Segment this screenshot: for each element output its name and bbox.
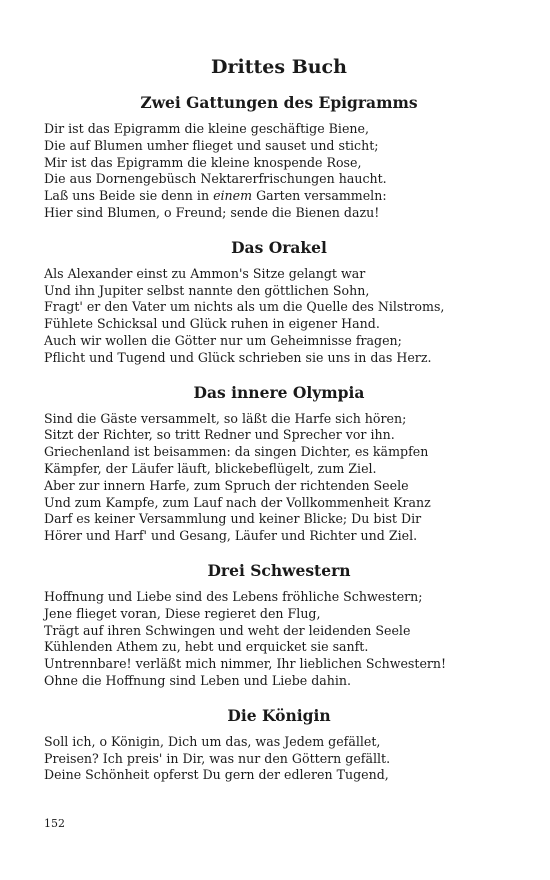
poem-line: Sind die Gäste versammelt, so läßt die Harfe sich hören; <box>44 410 407 426</box>
poem-line: Die aus Dornengebüsch Nektarerfrischungen haucht. <box>44 171 387 187</box>
poem-line: Hier sind Blumen, o Freund; sende die Bienen dazu! <box>44 204 380 220</box>
poem-line: Pflicht und Tugend und Glück schrieben sie uns in das Herz. <box>44 349 432 365</box>
poem-line: Sitzt der Richter, so tritt Redner und Sprecher vor ihn. <box>44 427 395 443</box>
book-title: Drittes Buch <box>211 56 347 78</box>
poem-line: Aber zur innern Harfe, zum Spruch der richtenden Seele <box>44 477 409 493</box>
poem-line: Ohne die Hoffnung sind Leben und Liebe dahin. <box>44 672 352 688</box>
poem-section <box>44 92 514 222</box>
poem-line: Kämpfer, der Läufer läuft, blickebeflügelt, zum Ziel. <box>44 460 377 476</box>
poem-line: Und zum Kampfe, zum Lauf nach der Vollkommenheit Kranz <box>44 494 431 510</box>
poem-line: Und ihn Jupiter selbst nannte den göttlichen Sohn, <box>44 282 370 298</box>
poem-title: Das Orakel <box>231 237 327 257</box>
poem-body <box>44 266 514 367</box>
emphasized-word: einem <box>213 188 253 204</box>
poem-title: Zwei Gattungen des Epigramms <box>140 93 418 112</box>
poem-line: Deine Schönheit opferst Du gern der edleren Tugend, <box>44 767 389 783</box>
poem-title: Drei Schwestern <box>207 560 351 580</box>
poem-line: Auch wir wollen die Götter nur um Geheimnisse fragen; <box>44 332 402 348</box>
line-text: Laß uns Beide sie denn in <box>44 188 214 204</box>
poem-section <box>44 237 514 367</box>
poem-line-with-emphasis <box>44 188 514 205</box>
poem-body <box>44 734 514 784</box>
poem-body <box>44 411 514 545</box>
poem-line: Dir ist das Epigramm die kleine geschäftige Biene, <box>44 121 369 136</box>
poem-line: Mir ist das Epigramm die kleine knospende Rose, <box>44 154 362 170</box>
poem-line: Fühlete Schicksal und Glück ruhen in eigener Hand. <box>44 316 380 332</box>
poem-line: Die auf Blumen umher flieget und sauset und sticht; <box>44 137 379 153</box>
poem-line: Als Alexander einst zu Ammon's Sitze gelangt war <box>44 265 366 281</box>
poem-line: Griechenland ist beisammen: da singen Dichter, es kämpfen <box>44 444 429 460</box>
poem-section <box>44 560 514 690</box>
poem-line: Darf es keiner Versammlung und keiner Blicke; Du bist Dir <box>44 511 422 527</box>
poem-line: Preisen? Ich preis' in Dir, was nur den Göttern gefällt. <box>44 750 391 766</box>
poem-line: Hörer und Harf' und Gesang, Läufer und Richter und Ziel. <box>44 528 418 544</box>
poem-line: Kühlenden Athem zu, hebt und erquicket sie sanft. <box>44 639 369 655</box>
poem-line: Hoffnung und Liebe sind des Lebens fröhliche Schwestern; <box>44 588 423 604</box>
poem-title: Das innere Olympia <box>193 382 365 402</box>
poem-line: Jene flieget voran, Diese regieret den Flug, <box>44 605 321 621</box>
poem-body <box>44 589 514 690</box>
poem-line: Soll ich, o Königin, Dich um das, was Jedem gefället, <box>44 733 381 749</box>
poem-line: Untrennbare! verläßt mich nimmer, Ihr lieblichen Schwestern! <box>44 656 447 672</box>
page-content <box>44 52 514 799</box>
line-text: Garten versammeln: <box>252 188 387 204</box>
poem-body <box>44 121 514 222</box>
poem-line: Fragt' er den Vater um nichts als um die Quelle des Nilstroms, <box>44 299 445 315</box>
poem-section <box>44 382 514 545</box>
page-number: 152 <box>44 817 65 830</box>
poem-section <box>44 705 514 784</box>
poem-line: Trägt auf ihren Schwingen und weht der leidenden Seele <box>44 622 411 638</box>
poem-title: Die Königin <box>227 705 331 725</box>
